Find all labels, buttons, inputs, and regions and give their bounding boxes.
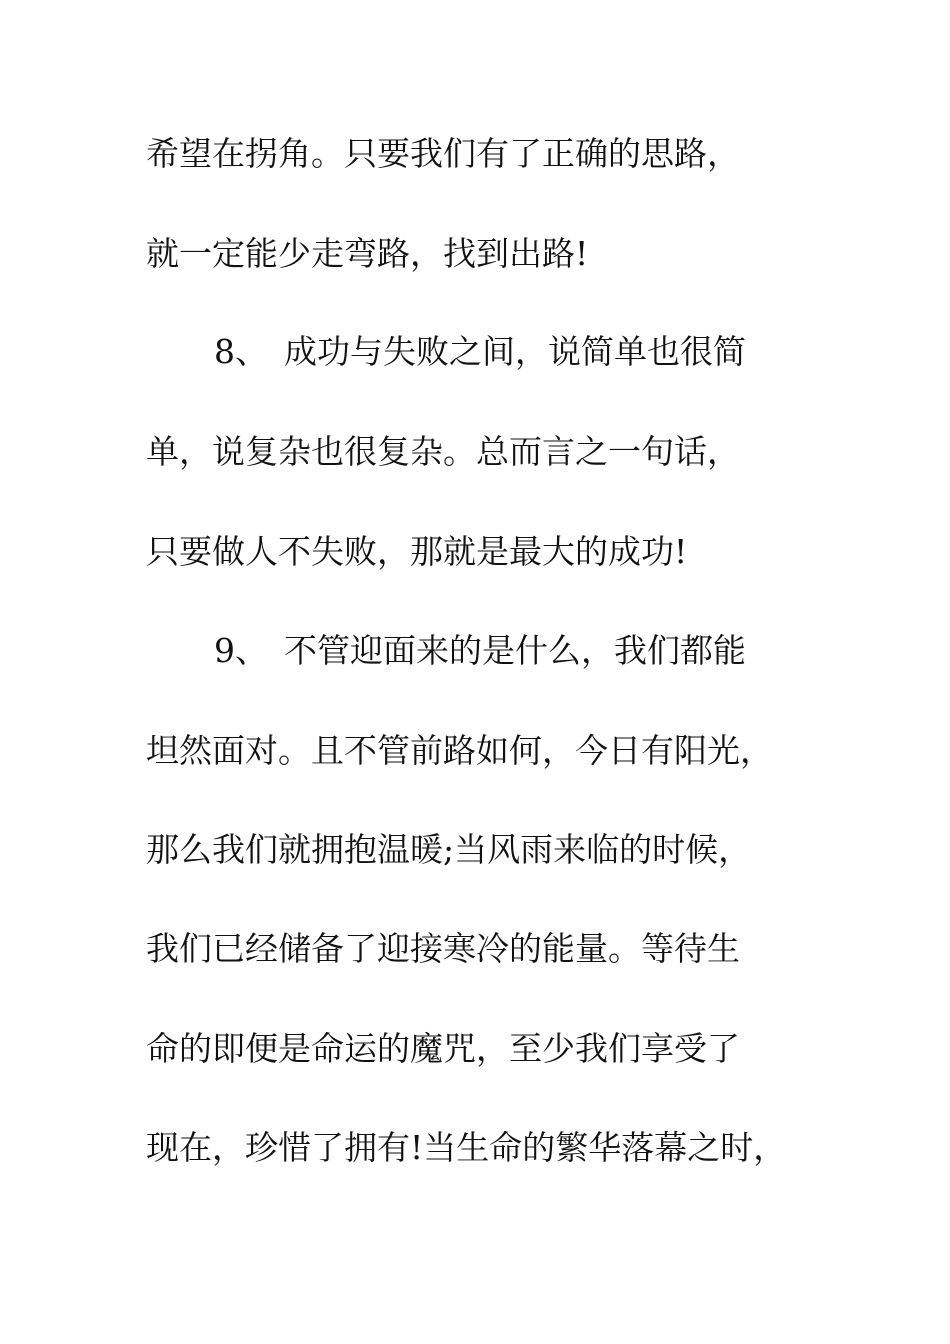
text-line-1: 希望在拐角。只要我们有了正确的思路，: [146, 134, 740, 173]
list-item-9: [214, 631, 746, 671]
list-item-9-text: 不管迎面来的是什么，我们都能: [284, 631, 746, 670]
list-item-8-number: 8、: [214, 332, 268, 371]
text-line-7: 我们已经储备了迎接寒冷的能量。等待生: [146, 929, 740, 968]
text-line-9: 现在，珍惜了拥有!当生命的繁华落幕之时，: [146, 1128, 787, 1167]
text-line-2: 就一定能少走弯路，找到出路!: [146, 234, 589, 273]
list-item-9-number: 9、: [214, 631, 268, 670]
text-line-8: 命的即便是命运的魔咒，至少我们享受了: [146, 1029, 740, 1068]
text-line-3: 单，说复杂也很复杂。总而言之一句话，: [146, 432, 740, 471]
text-line-5: 坦然面对。且不管前路如何，今日有阳光，: [146, 731, 773, 770]
text-line-4: 只要做人不失败，那就是最大的成功!: [146, 532, 688, 571]
list-item-8: [214, 332, 746, 372]
text-line-6: 那么我们就拥抱温暖;当风雨来临的时候，: [146, 830, 752, 869]
list-item-8-text: 成功与失败之间，说简单也很简: [284, 332, 746, 371]
